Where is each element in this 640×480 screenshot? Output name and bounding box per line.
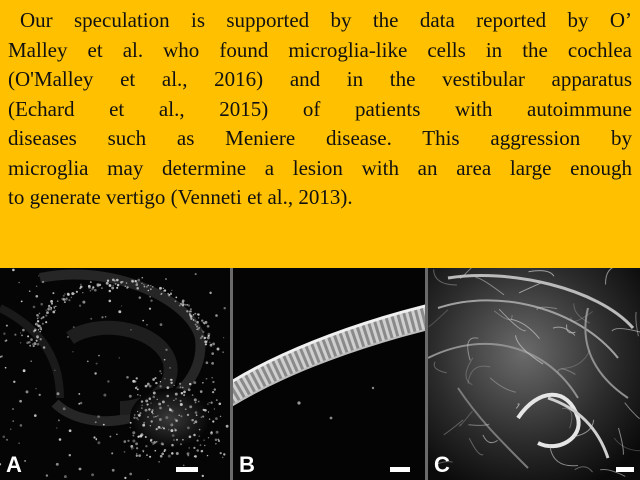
paragraph-line: to generate vertigo (Venneti et al., 2013). — [8, 185, 353, 209]
panel-c-micrograph — [428, 268, 640, 480]
scale-bar — [176, 467, 198, 472]
paragraph-line: diseases such as Meniere disease. This aggression by — [8, 126, 632, 150]
paragraph-line: (Echard et al., 2015) of patients with autoimmune — [8, 96, 632, 121]
figure-panel-b — [233, 268, 425, 480]
paragraph-line: Malley et al. who found microglia-like cells in the cochlea — [8, 37, 632, 62]
paragraph — [8, 6, 632, 213]
panel-letter: C — [434, 452, 450, 477]
scale-bar — [616, 467, 634, 472]
paragraph-line: (O'Malley et al., 2016) and in the vestibular apparatus — [8, 67, 632, 91]
scale-bar — [390, 467, 410, 472]
microscopy-figure — [0, 268, 640, 480]
paragraph-line: Our speculation is supported by the data reported by O’ — [20, 8, 632, 32]
figure-panel-a — [0, 268, 230, 480]
paragraph-line: microglia may determine a lesion with an area large enough — [8, 155, 632, 180]
panel-b-micrograph — [233, 268, 425, 480]
panel-letter: B — [239, 452, 255, 477]
panel-a-micrograph — [0, 268, 230, 480]
panel-letter: A — [6, 452, 22, 477]
figure-panel-c — [428, 268, 640, 480]
